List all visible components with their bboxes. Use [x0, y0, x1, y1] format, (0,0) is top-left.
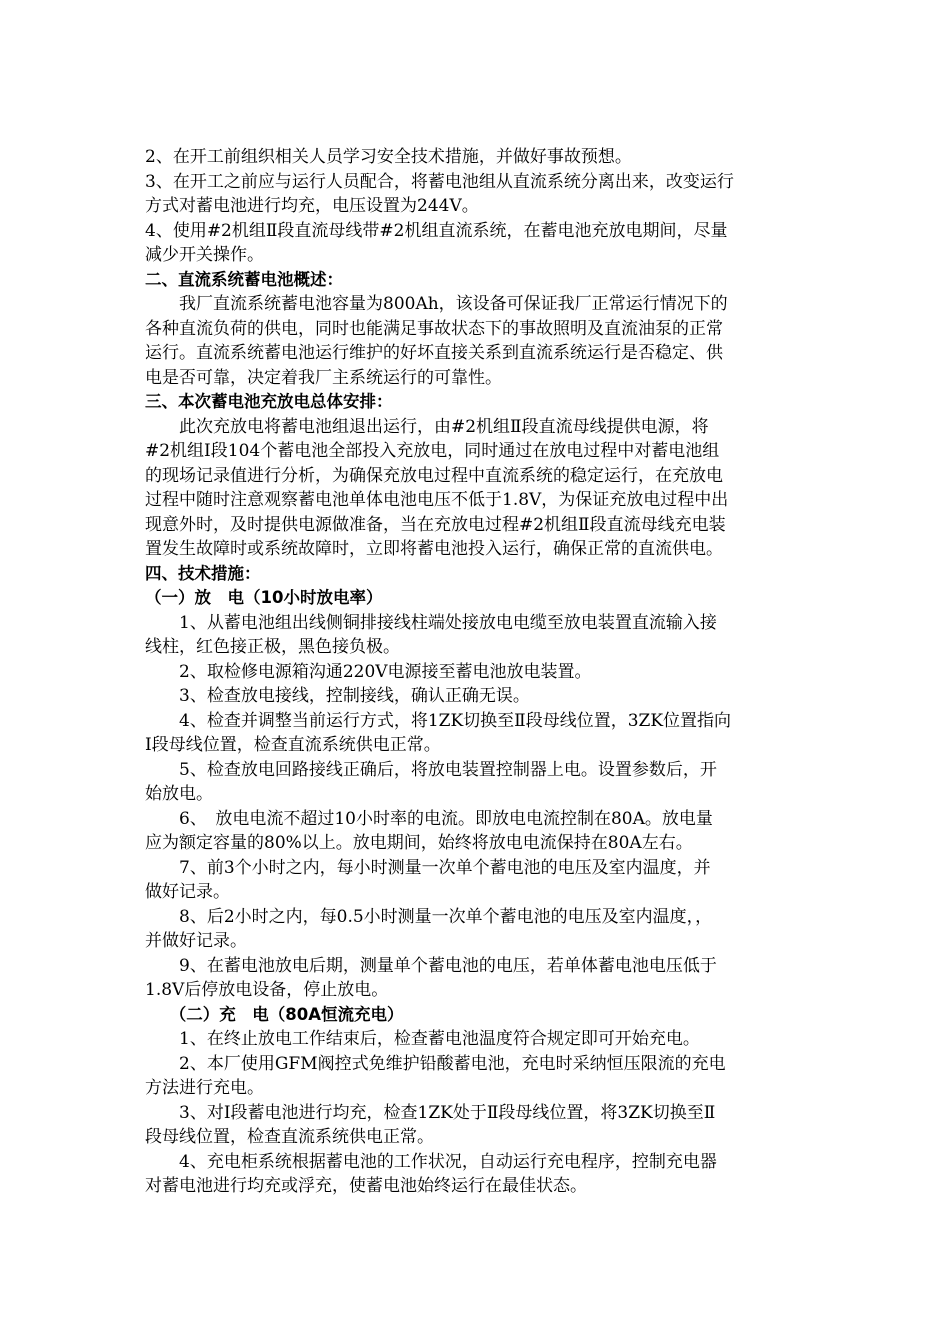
text-line: 3、在开工之前应与运行人员配合，将蓄电池组从直流系统分离出来，改变运行	[145, 171, 734, 192]
text-line: 4、充电柜系统根据蓄电池的工作状况，自动运行充电程序，控制充电器	[145, 1151, 717, 1172]
text-line: 运行。直流系统蓄电池运行维护的好坏直接关系到直流系统运行是否稳定、供	[145, 343, 723, 363]
text-line: 4、检查并调整当前运行方式，将1ZK切换至Ⅱ段母线位置，3ZK位置指向	[145, 710, 732, 731]
text-line: 方式对蓄电池进行均充，电压设置为244V。	[145, 196, 479, 216]
text-line: 2、在开工前组织相关人员学习安全技术措施，并做好事故预想。	[145, 147, 632, 167]
text-line: 过程中随时注意观察蓄电池单体电池电压不低于1.8V，为保证充放电过程中出	[145, 490, 729, 510]
text-line: 8、后2小时之内，每0.5小时测量一次单个蓄电池的电压及室内温度，，	[145, 906, 713, 927]
text-line: 1.8V后停放电设备，停止放电。	[145, 980, 389, 1000]
text-line: 3、检查放电接线，控制接线，确认正确无误。	[145, 686, 530, 706]
text-line: 1、在终止放电工作结束后，检查蓄电池温度符合规定即可开始充电。	[145, 1029, 700, 1049]
text-line: 置发生故障时或系统故障时，立即将蓄电池投入运行，确保正常的直流供电。	[145, 539, 723, 559]
text-line: #2机组Ⅰ段104个蓄电池全部投入充放电，同时通过在放电过程中对蓄电池组	[145, 441, 720, 461]
section-heading: 三、本次蓄电池充放电总体安排：	[145, 392, 393, 411]
text-line: 应为额定容量的80%以上。放电期间，始终将放电电流保持在80A左右。	[145, 833, 693, 853]
text-line: 3、对Ⅰ段蓄电池进行均充，检查1ZK处于Ⅱ段母线位置，将3ZK切换至Ⅱ	[145, 1102, 716, 1123]
text-line: 7、前3个小时之内，每小时测量一次单个蓄电池的电压及室内温度，并	[145, 857, 711, 878]
document-body	[145, 145, 809, 1199]
text-line: 做好记录。	[145, 882, 230, 902]
text-line: 1、从蓄电池组出线侧铜排接线柱端处接放电电缆至放电装置直流输入接	[145, 612, 717, 633]
subsection-heading: （二）充 电（80A恒流充电）	[145, 1004, 404, 1024]
text-line: 电是否可靠，决定着我厂主系统运行的可靠性。	[145, 367, 502, 388]
section-heading: 四、技术措施：	[145, 563, 261, 583]
text-line: 方法进行充电。	[145, 1078, 264, 1098]
text-line: 2、取检修电源箱沟通220V电源接至蓄电池放电装置。	[145, 661, 592, 682]
text-line: 段母线位置，检查直流系统供电正常。	[145, 1127, 434, 1147]
text-line: 9、在蓄电池放电后期，测量单个蓄电池的电压，若单体蓄电池电压低于	[145, 955, 717, 976]
text-line: Ⅰ段母线位置，检查直流系统供电正常。	[145, 735, 441, 755]
text-line: 对蓄电池进行均充或浮充，使蓄电池始终运行在最佳状态。	[145, 1176, 587, 1196]
text-line: 现意外时，及时提供电源做准备，当在充放电过程#2机组Ⅱ段直流母线充电装	[145, 514, 726, 535]
text-line: 此次充放电将蓄电池组退出运行，由#2机组Ⅱ段直流母线提供电源，将	[145, 416, 709, 437]
text-line: 5、检查放电回路接线正确后，将放电装置控制器上电。设置参数后，开	[145, 759, 717, 780]
text-line: 我厂直流系统蓄电池容量为800Ah，该设备可保证我厂正常运行情况下的	[145, 294, 728, 314]
section-heading: 二、直流系统蓄电池概述：	[145, 269, 343, 289]
text-line: 各种直流负荷的供电，同时也能满足事故状态下的事故照明及直流油泵的正常	[145, 318, 723, 339]
subsection-heading: （一）放 电（10小时放电率）	[145, 588, 383, 607]
text-line: 始放电。	[145, 784, 213, 804]
text-line: 6、 放电电流不超过10小时率的电流。即放电电流控制在80A。放电量	[145, 808, 713, 829]
text-line: 的现场记录值进行分析，为确保充放电过程中直流系统的稳定运行，在充放电	[145, 465, 723, 486]
text-line: 并做好记录。	[145, 931, 247, 951]
text-line: 减少开关操作。	[145, 245, 264, 265]
text-line: 2、本厂使用GFM阀控式免维护铅酸蓄电池，充电时采纳恒压限流的充电	[145, 1053, 726, 1074]
text-line: 线柱，红色接正极，黑色接负极。	[145, 637, 400, 657]
text-line: 4、使用#2机组Ⅱ段直流母线带#2机组直流系统，在蓄电池充放电期间，尽量	[145, 220, 728, 241]
